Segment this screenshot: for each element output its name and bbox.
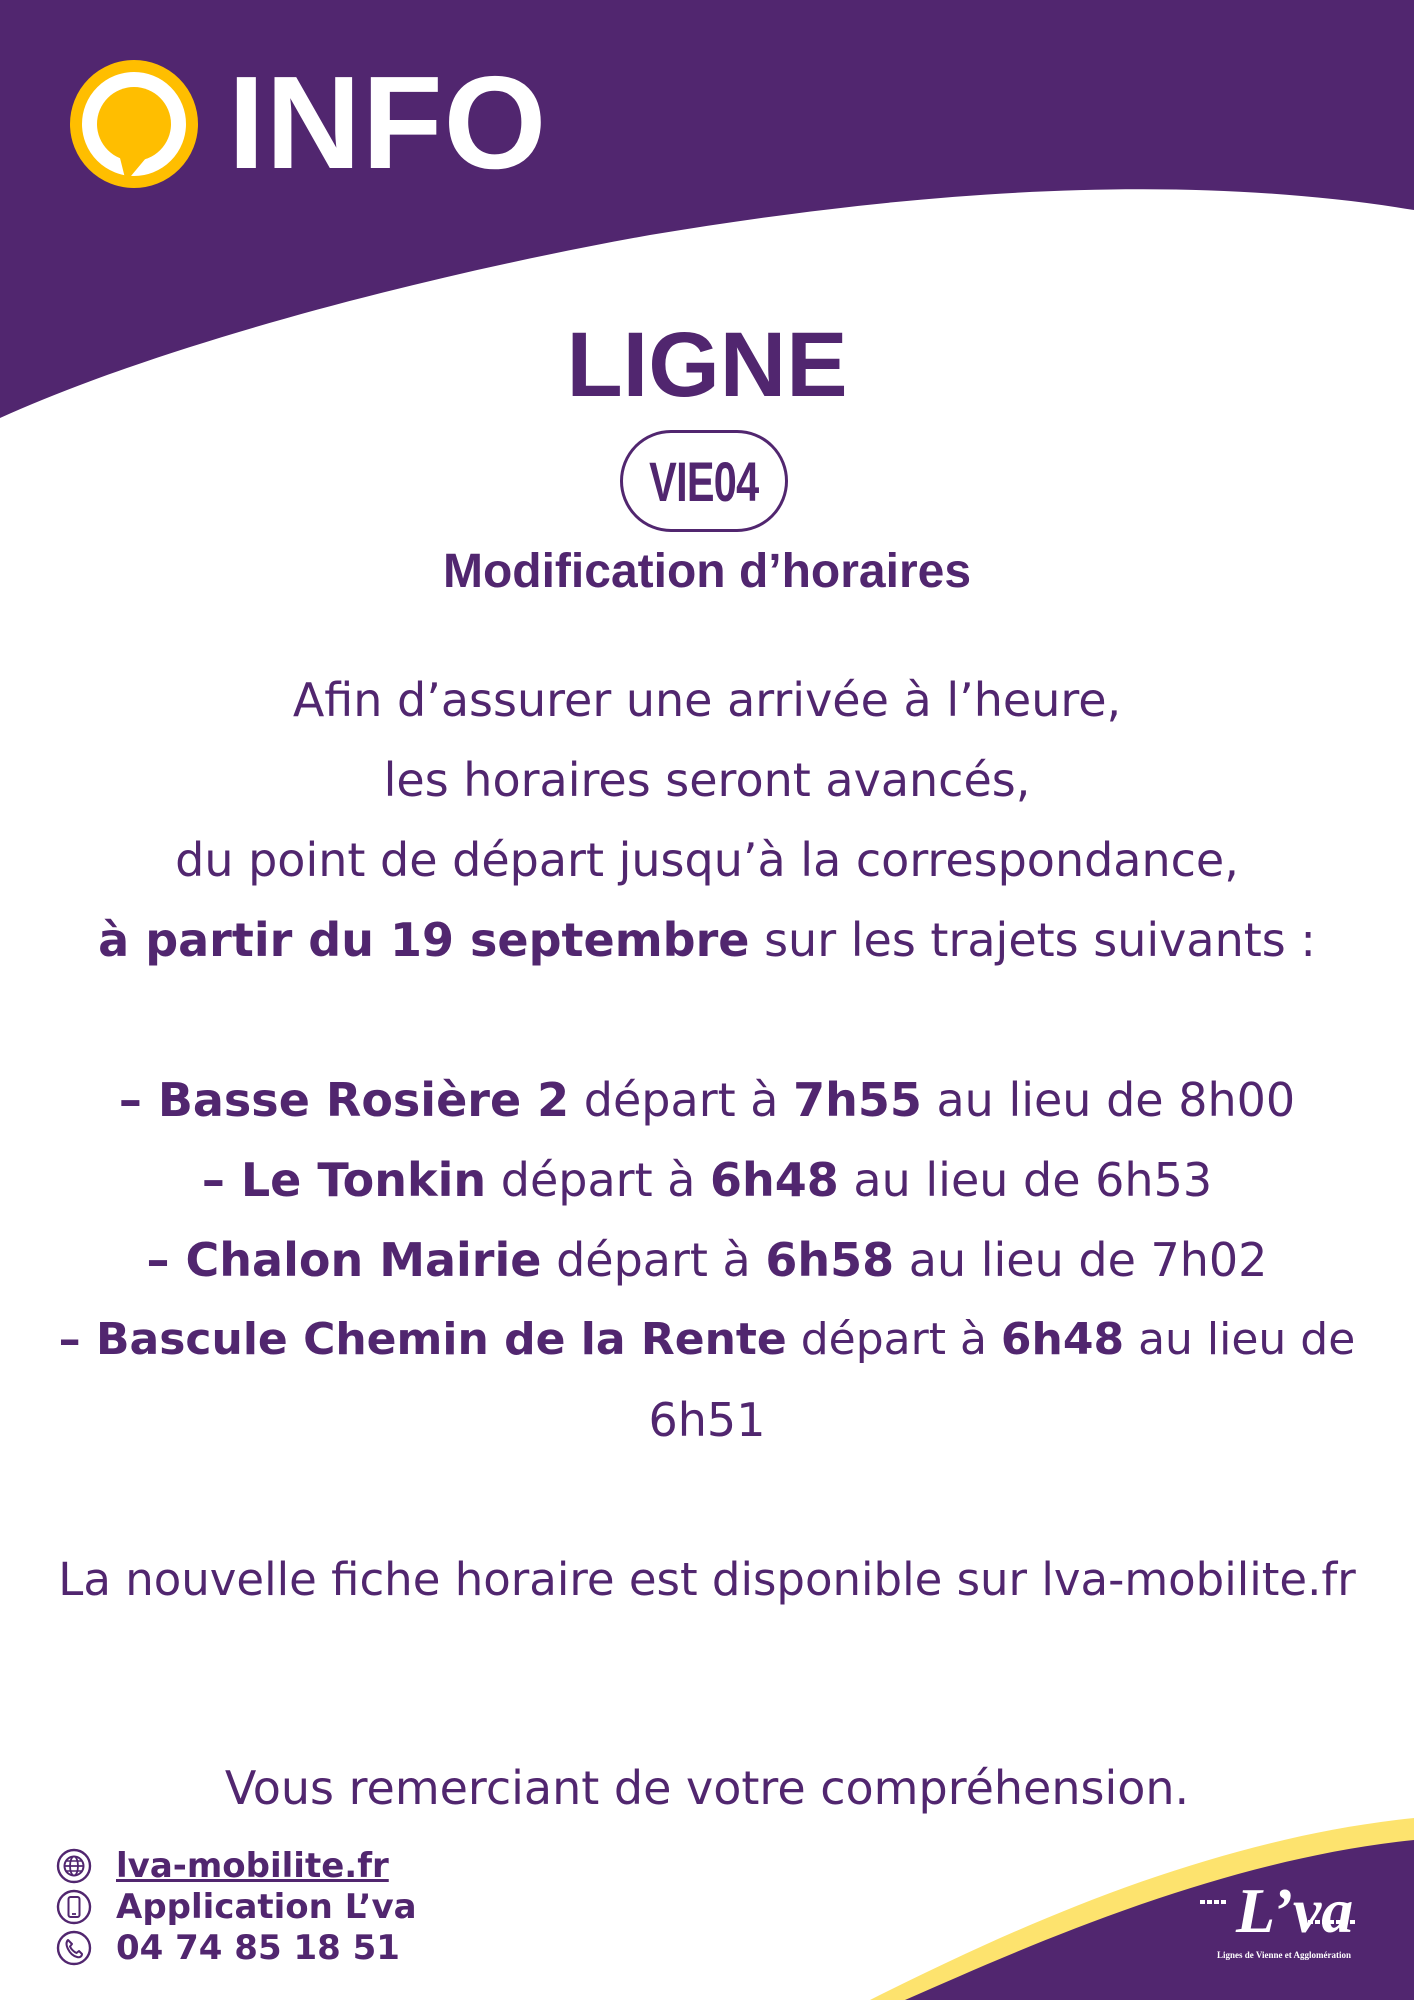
intro-line-4: [0, 900, 1414, 980]
trip-dash: –: [201, 1153, 241, 1207]
trip-departure-label: départ à: [786, 1314, 1001, 1365]
notice-subtitle: Modification d’horaires: [442, 545, 972, 598]
trip-old-time: au lieu de 8h00: [921, 1073, 1296, 1127]
trip-item: [0, 1220, 1414, 1300]
notice-title: LIGNE: [566, 314, 848, 416]
smartphone-icon: [56, 1889, 92, 1925]
trip-old-time: au lieu de 7h02: [894, 1233, 1268, 1287]
line-badge-label: VIE04: [649, 449, 759, 513]
trip-departure-label: départ à: [486, 1153, 711, 1207]
trip-stop: Le Tonkin: [240, 1153, 487, 1207]
intro-line-4-rest: sur les trajets suivants :: [749, 913, 1316, 967]
trip-stop: Basse Rosière 2: [157, 1073, 570, 1127]
intro-line-2: les horaires seront avancés,: [383, 753, 1031, 807]
trip-dash: –: [58, 1314, 96, 1365]
lva-logo-wordmark: L’va: [1236, 1880, 1354, 1946]
contact-phone: [56, 1928, 400, 1968]
trip-new-time: 7h55: [793, 1073, 922, 1127]
trip-old-time: au lieu de: [1124, 1314, 1356, 1365]
trip-departure-label: départ à: [541, 1233, 766, 1287]
phone-number: 04 74 85 18 51: [116, 1928, 400, 1968]
app-label: Application L’va: [116, 1887, 417, 1927]
line-badge: [620, 430, 788, 532]
trip-departure-label: départ à: [569, 1073, 794, 1127]
trip-old-time-wrap: 6h51: [648, 1393, 766, 1447]
lva-logo: [1196, 1880, 1372, 1968]
trip-stop: Chalon Mairie: [185, 1233, 542, 1287]
intro-line-1: Afin d’assurer une arrivée à l’heure,: [292, 673, 1122, 727]
info-speech-bubble-icon: [66, 58, 202, 194]
intro-start-date: à partir du 19 septembre: [98, 913, 750, 967]
schedule-availability: La nouvelle fiche horaire est disponible sur lva-mobilite.fr: [58, 1553, 1356, 1606]
trip-dash: –: [146, 1233, 186, 1287]
trip-old-time: au lieu de 6h53: [838, 1153, 1213, 1207]
intro-line-3: du point de départ jusqu’à la correspondance,: [175, 833, 1239, 887]
contact-website[interactable]: [56, 1846, 389, 1886]
trip-new-time: 6h48: [1000, 1314, 1125, 1365]
lva-logo-tagline: Lignes de Vienne et Agglomération: [1217, 1950, 1351, 1960]
globe-icon: [56, 1848, 92, 1884]
trip-new-time: 6h48: [710, 1153, 839, 1207]
trip-dash: –: [118, 1073, 158, 1127]
trip-item: [0, 1060, 1414, 1140]
phone-icon: [56, 1930, 92, 1966]
trip-item: [0, 1300, 1414, 1380]
trip-item: [0, 1140, 1414, 1220]
contact-app: [56, 1887, 417, 1927]
website-link[interactable]: lva-mobilite.fr: [116, 1846, 389, 1886]
thanks-message: Vous remerciant de votre compréhension.: [224, 1761, 1190, 1815]
trip-new-time: 6h58: [765, 1233, 895, 1287]
trip-stop: Bascule Chemin de la Rente: [96, 1314, 787, 1365]
info-heading: INFO: [228, 49, 548, 196]
